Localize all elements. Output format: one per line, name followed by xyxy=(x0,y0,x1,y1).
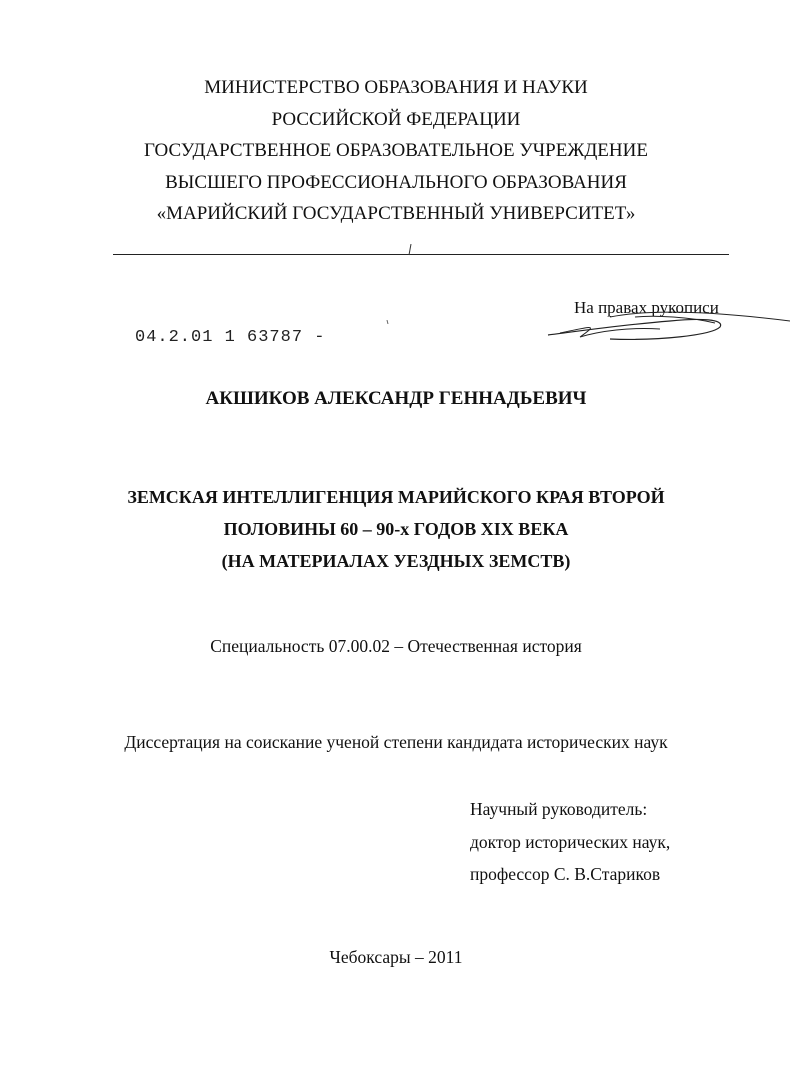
title-line-3: (НА МАТЕРИАЛАХ УЕЗДНЫХ ЗЕМСТВ) xyxy=(221,551,571,571)
divider-mark xyxy=(407,244,413,256)
handwritten-signature xyxy=(540,305,790,345)
header-line-5: «МАРИЙСКИЙ ГОСУДАРСТВЕННЫЙ УНИВЕРСИТЕТ» xyxy=(156,203,636,224)
registration-number: 04.2.01 1 63787 - xyxy=(135,328,326,347)
header-line-1: МИНИСТЕРСТВО ОБРАЗОВАНИЯ И НАУКИ xyxy=(204,77,588,98)
city-year: Чебоксары – 2011 xyxy=(329,947,463,967)
advisor-degree: доктор исторических наук, xyxy=(470,831,671,852)
dissertation-title xyxy=(0,481,792,577)
specialty: Специальность 07.00.02 – Отечественная история xyxy=(210,636,582,656)
title-line-2: ПОЛОВИНЫ 60 – 90-х ГОДОВ XIX ВЕКА xyxy=(223,519,569,539)
dissertation-statement: Диссертация на соискание ученой степени кандидата исторических наук xyxy=(124,732,668,752)
header-line-3: ГОСУДАРСТВЕННОЕ ОБРАЗОВАТЕЛЬНОЕ УЧРЕЖДЕНИЕ xyxy=(144,140,648,161)
scientific-advisor xyxy=(470,793,670,891)
advisor-label: Научный руководитель: xyxy=(470,799,648,819)
advisor-name: профессор С. В.Стариков xyxy=(470,864,661,884)
header-line-4: ВЫСШЕГО ПРОФЕССИОНАЛЬНОГО ОБРАЗОВАНИЯ xyxy=(165,171,627,193)
author-name: АКШИКОВ АЛЕКСАНДР ГЕННАДЬЕВИЧ xyxy=(205,388,587,409)
manuscript-note: На правах рукописи xyxy=(574,298,719,317)
header-divider xyxy=(113,254,729,255)
header-line-2: РОССИЙСКОЙ ФЕДЕРАЦИИ xyxy=(271,108,521,130)
institution-header xyxy=(0,72,792,230)
title-line-1: ЗЕМСКАЯ ИНТЕЛЛИГЕНЦИЯ МАРИЙСКОГО КРАЯ ВТОРОЙ xyxy=(127,487,665,507)
scan-speck xyxy=(386,320,389,324)
